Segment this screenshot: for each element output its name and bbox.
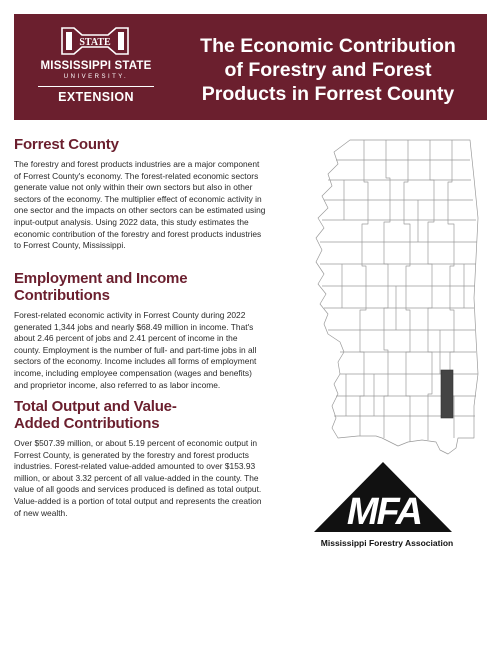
forrest-county-highlight — [441, 370, 453, 418]
logo-extension: EXTENSION — [58, 90, 134, 104]
page-title: The Economic Contribution of Forestry and Forest Products in Forrest County — [200, 35, 456, 105]
mississippi-county-map — [298, 138, 488, 456]
section-forrest-county — [14, 136, 266, 252]
mfa-logo-icon — [312, 460, 454, 535]
county-lines — [316, 140, 478, 454]
mfa-caption: Mississippi Forestry Association — [320, 538, 454, 548]
state-mark-text: STATE — [79, 37, 111, 48]
section-heading: Forrest County — [14, 136, 119, 153]
logo-subname: UNIVERSITY. — [63, 74, 129, 80]
mfa-letters: MFA — [346, 491, 422, 533]
section-heading: Total Output and Value- Added Contributions — [14, 398, 177, 432]
section-employment-income — [14, 270, 266, 391]
header-banner — [14, 14, 487, 120]
msu-extension-logo — [20, 22, 172, 114]
logo-divider — [38, 86, 154, 87]
section-body: Forest-related economic activity in Forrest County during 2022 generated 1,344 jobs and nearly $68.49 million in income. That's about 2.46 percent of jobs and 2.41 percent of income in the county. Employment is the number of full- and part-time jobs in all sectors of the economy. Income includes all forms of employment income, including employee compensation (wages and benefits) and proprietor income, also referred to as labor income. — [14, 310, 257, 390]
section-heading: Employment and Income Contributions — [14, 270, 188, 304]
section-body: Over $507.39 million, or about 5.19 percent of economic output in Forrest County, is generated by the forestry and forest products industries. Forest-related value-added amounted to over $153.93 million, or about 3.32 percent of all value-added in the county. The value of all goods and services produced is defined as total output. Value-added is a portion of total output and represents the creation of new wealth. — [14, 438, 262, 518]
section-body: The forestry and forest products industries are a major component of Forrest County's economy. The forest-related economic sectors generate value not only within their own sectors but also in other sectors of the economy. The multiplier effect of economic activity in one sector and the impacts on other sectors can be estimated using input-output analysis. Using 2022 data, this study estimates the economic contribution of the forestry and forest products industries to Forrest County, Mississippi. — [14, 159, 266, 251]
logo-name: MISSISSIPPI STATE — [40, 60, 152, 72]
msu-state-mark-icon — [56, 26, 134, 56]
section-output-value-added — [14, 398, 266, 519]
